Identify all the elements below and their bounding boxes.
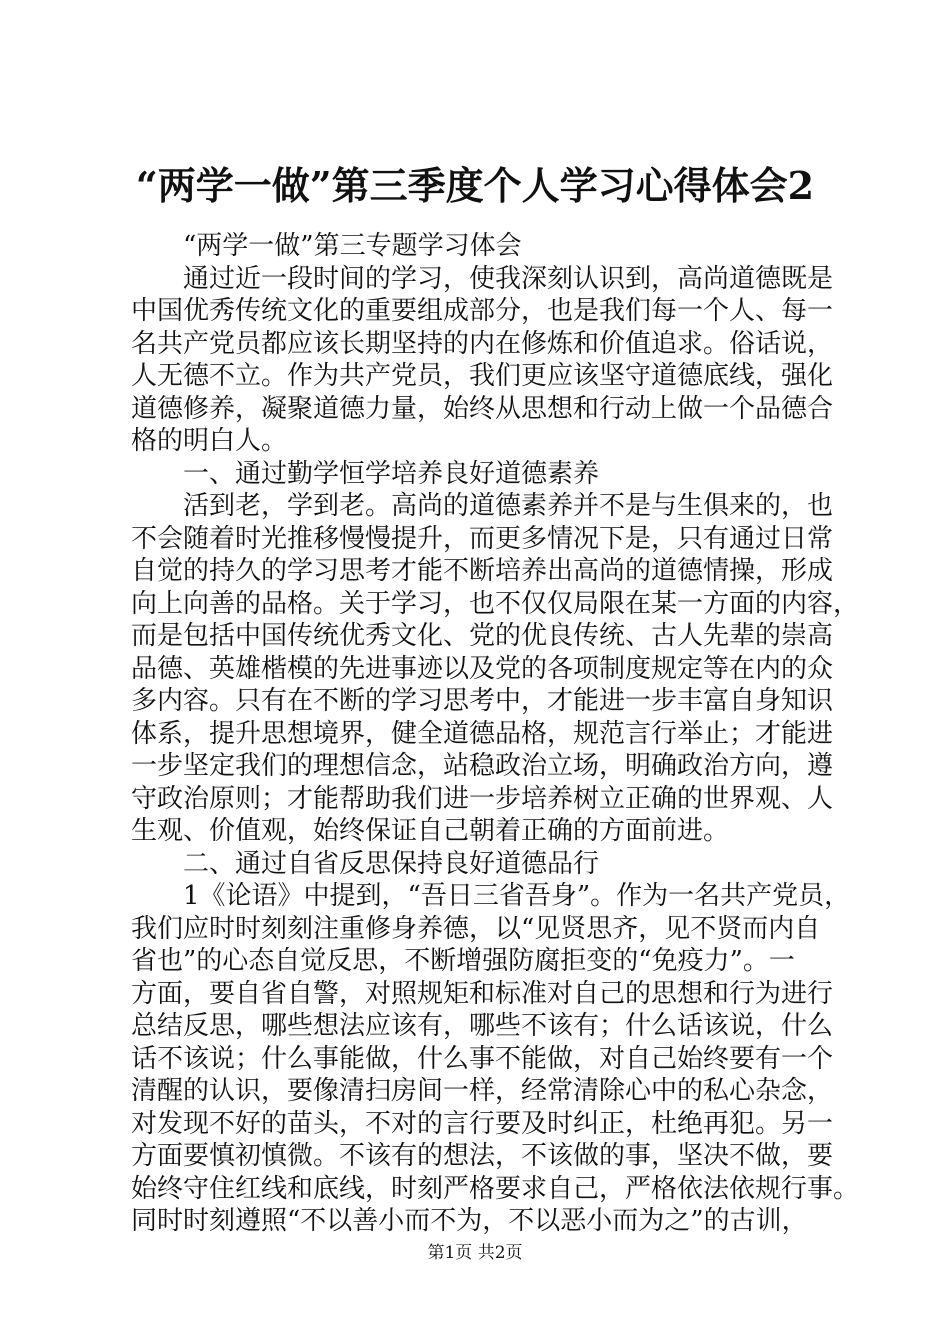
- paragraph-line: 多内容。只有在不断的学习思考中，才能进一步丰富自身知识: [131, 686, 834, 716]
- subtitle-line: “两学一做”第三专题学习体会: [183, 231, 522, 261]
- paragraph-line: 人无德不立。作为共产党员，我们更应该坚守道德底线，强化: [131, 361, 834, 391]
- section-heading: 一、通过勤学恒学培养良好道德素养: [183, 458, 600, 489]
- paragraph-line: 我们应时时刻刻注重修身养德，以“见贤思齐，见不贤而内自: [131, 913, 821, 944]
- paragraph-line: 名共产党员都应该长期坚持的内在修炼和价值追求。俗话说，: [131, 328, 834, 359]
- paragraph-line: 对发现不好的苗头，不对的言行要及时纠正，杜绝再犯。另一: [131, 1108, 834, 1139]
- paragraph-line: 中国优秀传统文化的重要组成部分，也是我们每一个人、每一: [131, 296, 834, 326]
- paragraph-line: 向上向善的品格。关于学习，也不仅仅局限在某一方面的内容，: [131, 588, 860, 619]
- paragraph-line: 活到老，学到老。高尚的道德素养并不是与生俱来的，也: [183, 491, 834, 521]
- paragraph-line: 省也”的心态自觉反思，不断增强防腐拒变的“免疫力”。一: [131, 946, 795, 976]
- paragraph-line: 体系，提升思想境界，健全道德品格，规范言行举止；才能进: [131, 718, 834, 749]
- paragraph-line: 话不该说；什么事能做，什么事不能做，对自己始终要有一个: [131, 1043, 834, 1074]
- section-heading: 二、通过自省反思保持良好道德品行: [183, 848, 600, 879]
- paragraph-line: 总结反思，哪些想法应该有，哪些不该有；什么话该说，什么: [131, 1011, 834, 1041]
- paragraph-line: 自觉的持久的学习思考才能不断培养出高尚的道德情操，形成: [131, 556, 834, 586]
- paragraph-line: 而是包括中国传统优秀文化、党的优良传统、古人先辈的崇高: [131, 621, 834, 651]
- document-title: “两学一做”第三季度个人学习心得体会2: [135, 163, 815, 208]
- paragraph-line: 道德修养，凝聚道德力量，始终从思想和行动上做一个品德合: [131, 393, 834, 424]
- paragraph-line: 格的明白人。: [131, 426, 288, 456]
- paragraph-line: 方面要慎初慎微。不该有的想法，不该做的事，坚决不做，要: [131, 1141, 834, 1171]
- paragraph-line: 通过近一段时间的学习，使我深刻认识到，高尚道德既是: [183, 263, 834, 294]
- paragraph-line: 品德、英雄楷模的先进事迹以及党的各项制度规定等在内的众: [131, 653, 834, 684]
- paragraph-line: 同时时刻遵照“不以善小而不为，不以恶小而为之”的古训，: [131, 1206, 808, 1236]
- paragraph-line: 守政治原则；才能帮助我们进一步培养树立正确的世界观、人: [131, 783, 834, 814]
- paragraph-line: 生观、价值观，始终保证自己朝着正确的方面前进。: [131, 816, 730, 846]
- paragraph-line: 1《论语》中提到，“吾日三省吾身”。作为一名共产党员，: [183, 881, 851, 911]
- paragraph-line: 清醒的认识，要像清扫房间一样，经常清除心中的私心杂念，: [131, 1076, 834, 1106]
- paragraph-line: 一步坚定我们的理想信念，站稳政治立场，明确政治方向，遵: [131, 751, 834, 781]
- paragraph-line: 不会随着时光推移慢慢提升，而更多情况下是，只有通过日常: [131, 523, 834, 554]
- page-number-footer: 第1页 共2页: [427, 1243, 523, 1263]
- paragraph-line: 始终守住红线和底线，时刻严格要求自己，严格依法依规行事。: [131, 1173, 860, 1204]
- document-body: [131, 230, 860, 1238]
- paragraph-line: 方面，要自省自警，对照规矩和标准对自己的思想和行为进行: [131, 978, 834, 1009]
